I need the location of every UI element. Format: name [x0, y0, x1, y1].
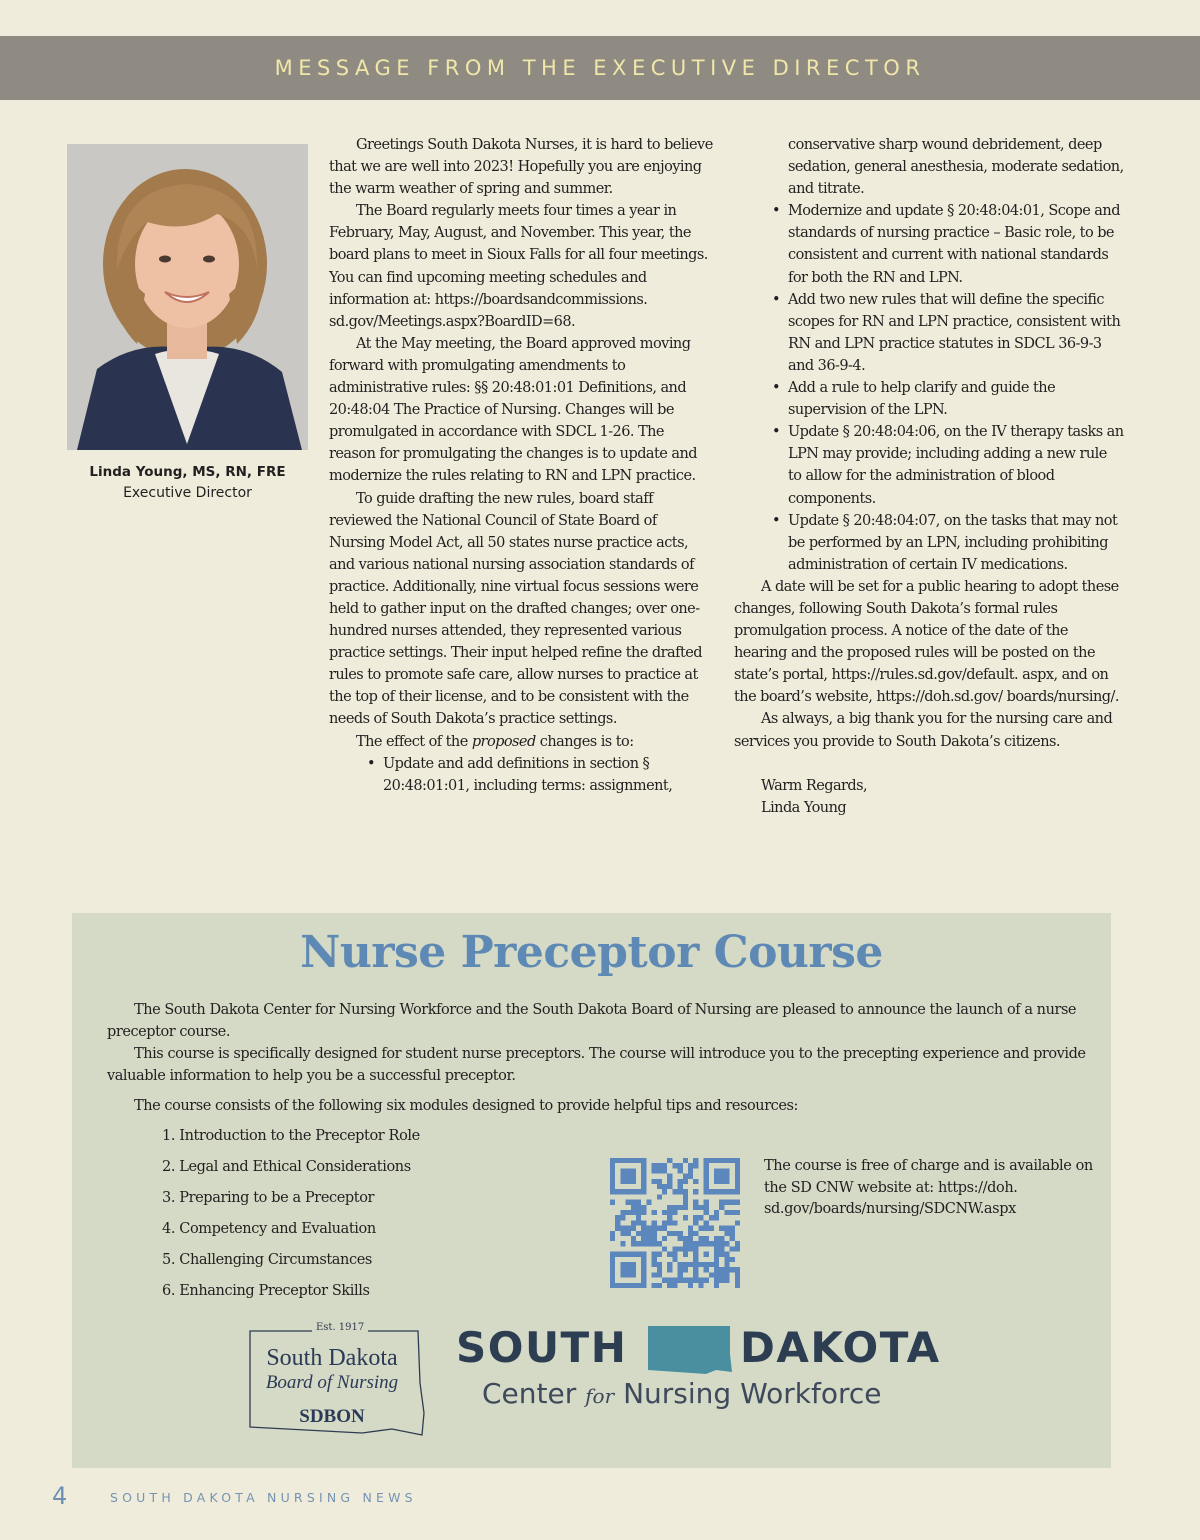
sdbon-established: Est. 1917 [312, 1322, 368, 1333]
list-item: • Update § 20:48:04:07, on the tasks that may not be performed by an LPN, including prohibiting administration of certain IV medications. [734, 510, 1124, 576]
list-item: • Add a rule to help clarify and guide the supervision of the LPN. [734, 377, 1124, 421]
director-name: Linda Young, MS, RN, FRE [89, 464, 286, 480]
module-item: 3. Preparing to be a Preceptor [162, 1190, 375, 1206]
cnw-rest-words: Nursing Workforce [623, 1377, 882, 1410]
sdbon-logo-line2: Board of Nursing [265, 1372, 399, 1393]
letter-paragraph: The Board regularly meets four times a year in February, May, August, and November. This year, the board plans to meet in Sioux Falls for all four meetings. You can find upcoming meeting schedules and information at: https://boardsandcommissions. sd.gov/Meetings.aspx?BoardID=68. [329, 203, 708, 330]
module-item: 1. Introduction to the Preceptor Role [162, 1128, 420, 1144]
list-item: conservative sharp wound debridement, deep sedation, general anesthesia, moderate sedation, and titrate. [788, 137, 1124, 198]
header-band [0, 36, 1200, 100]
course-intro [107, 999, 1092, 1117]
signoff-greeting: Warm Regards, [761, 777, 868, 794]
list-item: • Update § 20:48:04:06, on the IV therapy tasks an LPN may provide; including adding a new rule to allow for the administration of blood components. [734, 421, 1124, 509]
publication-name: SOUTH DAKOTA NURSING NEWS [110, 1490, 417, 1505]
south-dakota-state-icon [646, 1324, 734, 1376]
module-item: 4. Competency and Evaluation [162, 1221, 376, 1237]
course-paragraph: The South Dakota Center for Nursing Workforce and the South Dakota Board of Nursing are pleased to announce the launch of a nurse preceptor course. [107, 1002, 1077, 1040]
cnw-logo-dakota: DAKOTA [740, 1323, 941, 1372]
cnw-logo-subtitle [482, 1377, 881, 1410]
course-paragraph: The course consists of the following six modules designed to provide helpful tips and resources: [134, 1098, 798, 1114]
letter-column-2 [734, 134, 1124, 819]
letter-paragraph: At the May meeting, the Board approved moving forward with promulgating amendments to administrative rules: §§ 20:48:01:01 Definitions, and 20:48:04 The Practice of Nursing. Changes will be promulgated in accordance with SDCL 1-26. The reason for promulgating the changes is to update and modernize the rules relating to RN and LPN practice. [329, 335, 697, 485]
page-number: 4 [52, 1482, 68, 1510]
changes-list [329, 753, 714, 797]
list-item: • Update and add definitions in section § 20:48:01:01, including terms: assignment, [329, 753, 714, 797]
course-availability: The course is free of charge and is available on the SD CNW website at: https://doh. sd.gov/boards/nursing/SDCNW.aspx [764, 1158, 1093, 1217]
changes-list [734, 134, 1124, 576]
letter-paragraph: Greetings South Dakota Nurses, it is hard to believe that we are well into 2023! Hopefully you are enjoying the warm weather of spring and summer. [329, 137, 713, 198]
cnw-logo-south: SOUTH [456, 1323, 628, 1372]
letter-paragraph [329, 731, 714, 753]
director-photo [67, 144, 308, 450]
cnw-for-word: for [585, 1384, 615, 1408]
module-item: 6. Enhancing Preceptor Skills [162, 1283, 370, 1299]
list-item: • Add two new rules that will define the specific scopes for RN and LPN practice, consistent with RN and LPN practice statutes in SDCL 36-9-3 and 36-9-4. [734, 289, 1124, 377]
letter-paragraph: To guide drafting the new rules, board staff reviewed the National Council of State Board of Nursing Model Act, all 50 states nurse practice acts, and various national nursing association standards of practice. Additionally, nine virtual focus sessions were held to gather input on the drafted changes; over one-hundred nurses attended, they represented various practice settings. Their input helped refine the drafted rules to promote safe care, allow nurses to practice at the top of their license, and to be consistent with the needs of South Dakota’s practice settings. [329, 490, 702, 728]
signoff [734, 775, 1124, 819]
letter-paragraph: A date will be set for a public hearing to adopt these changes, following South Dakota’s formal rules promulgation process. A notice of the date of the hearing and the proposed rules will be posted on the state’s portal, https://rules.sd.gov/default. aspx, and on the board’s website, https://doh.sd.gov/ boards/nursing/. [734, 578, 1119, 706]
course-title: Nurse Preceptor Course [300, 927, 883, 978]
sdbon-logo-line1: South Dakota [266, 1345, 398, 1371]
letter-column-1 [329, 134, 714, 797]
letter-paragraph: As always, a big thank you for the nursing care and services you provide to South Dakota’s citizens. [734, 711, 1113, 750]
text-run: changes is to: [535, 733, 634, 750]
emphasis-text: proposed [471, 733, 536, 750]
course-paragraph: This course is specifically designed for student nurse preceptors. The course will introduce you to the precepting experience and provide valuable information to help you be a successful preceptor. [107, 1046, 1086, 1084]
modules-list [162, 1126, 420, 1312]
section-title: MESSAGE FROM THE EXECUTIVE DIRECTOR [274, 56, 926, 80]
director-role: Executive Director [123, 485, 252, 501]
sdbon-logo-abbrev: SDBON [299, 1406, 365, 1427]
text-run: The effect of the [356, 733, 472, 750]
qr-code-icon[interactable] [610, 1158, 740, 1288]
preceptor-course-box [72, 913, 1111, 1468]
cnw-center-word: Center [482, 1377, 577, 1410]
module-item: 2. Legal and Ethical Considerations [162, 1159, 411, 1175]
module-item: 5. Challenging Circumstances [162, 1252, 372, 1268]
list-item: • Modernize and update § 20:48:04:01, Scope and standards of nursing practice – Basic role, to be consistent and current with national standards for both the RN and LPN. [734, 200, 1124, 288]
signoff-name: Linda Young [761, 799, 847, 816]
